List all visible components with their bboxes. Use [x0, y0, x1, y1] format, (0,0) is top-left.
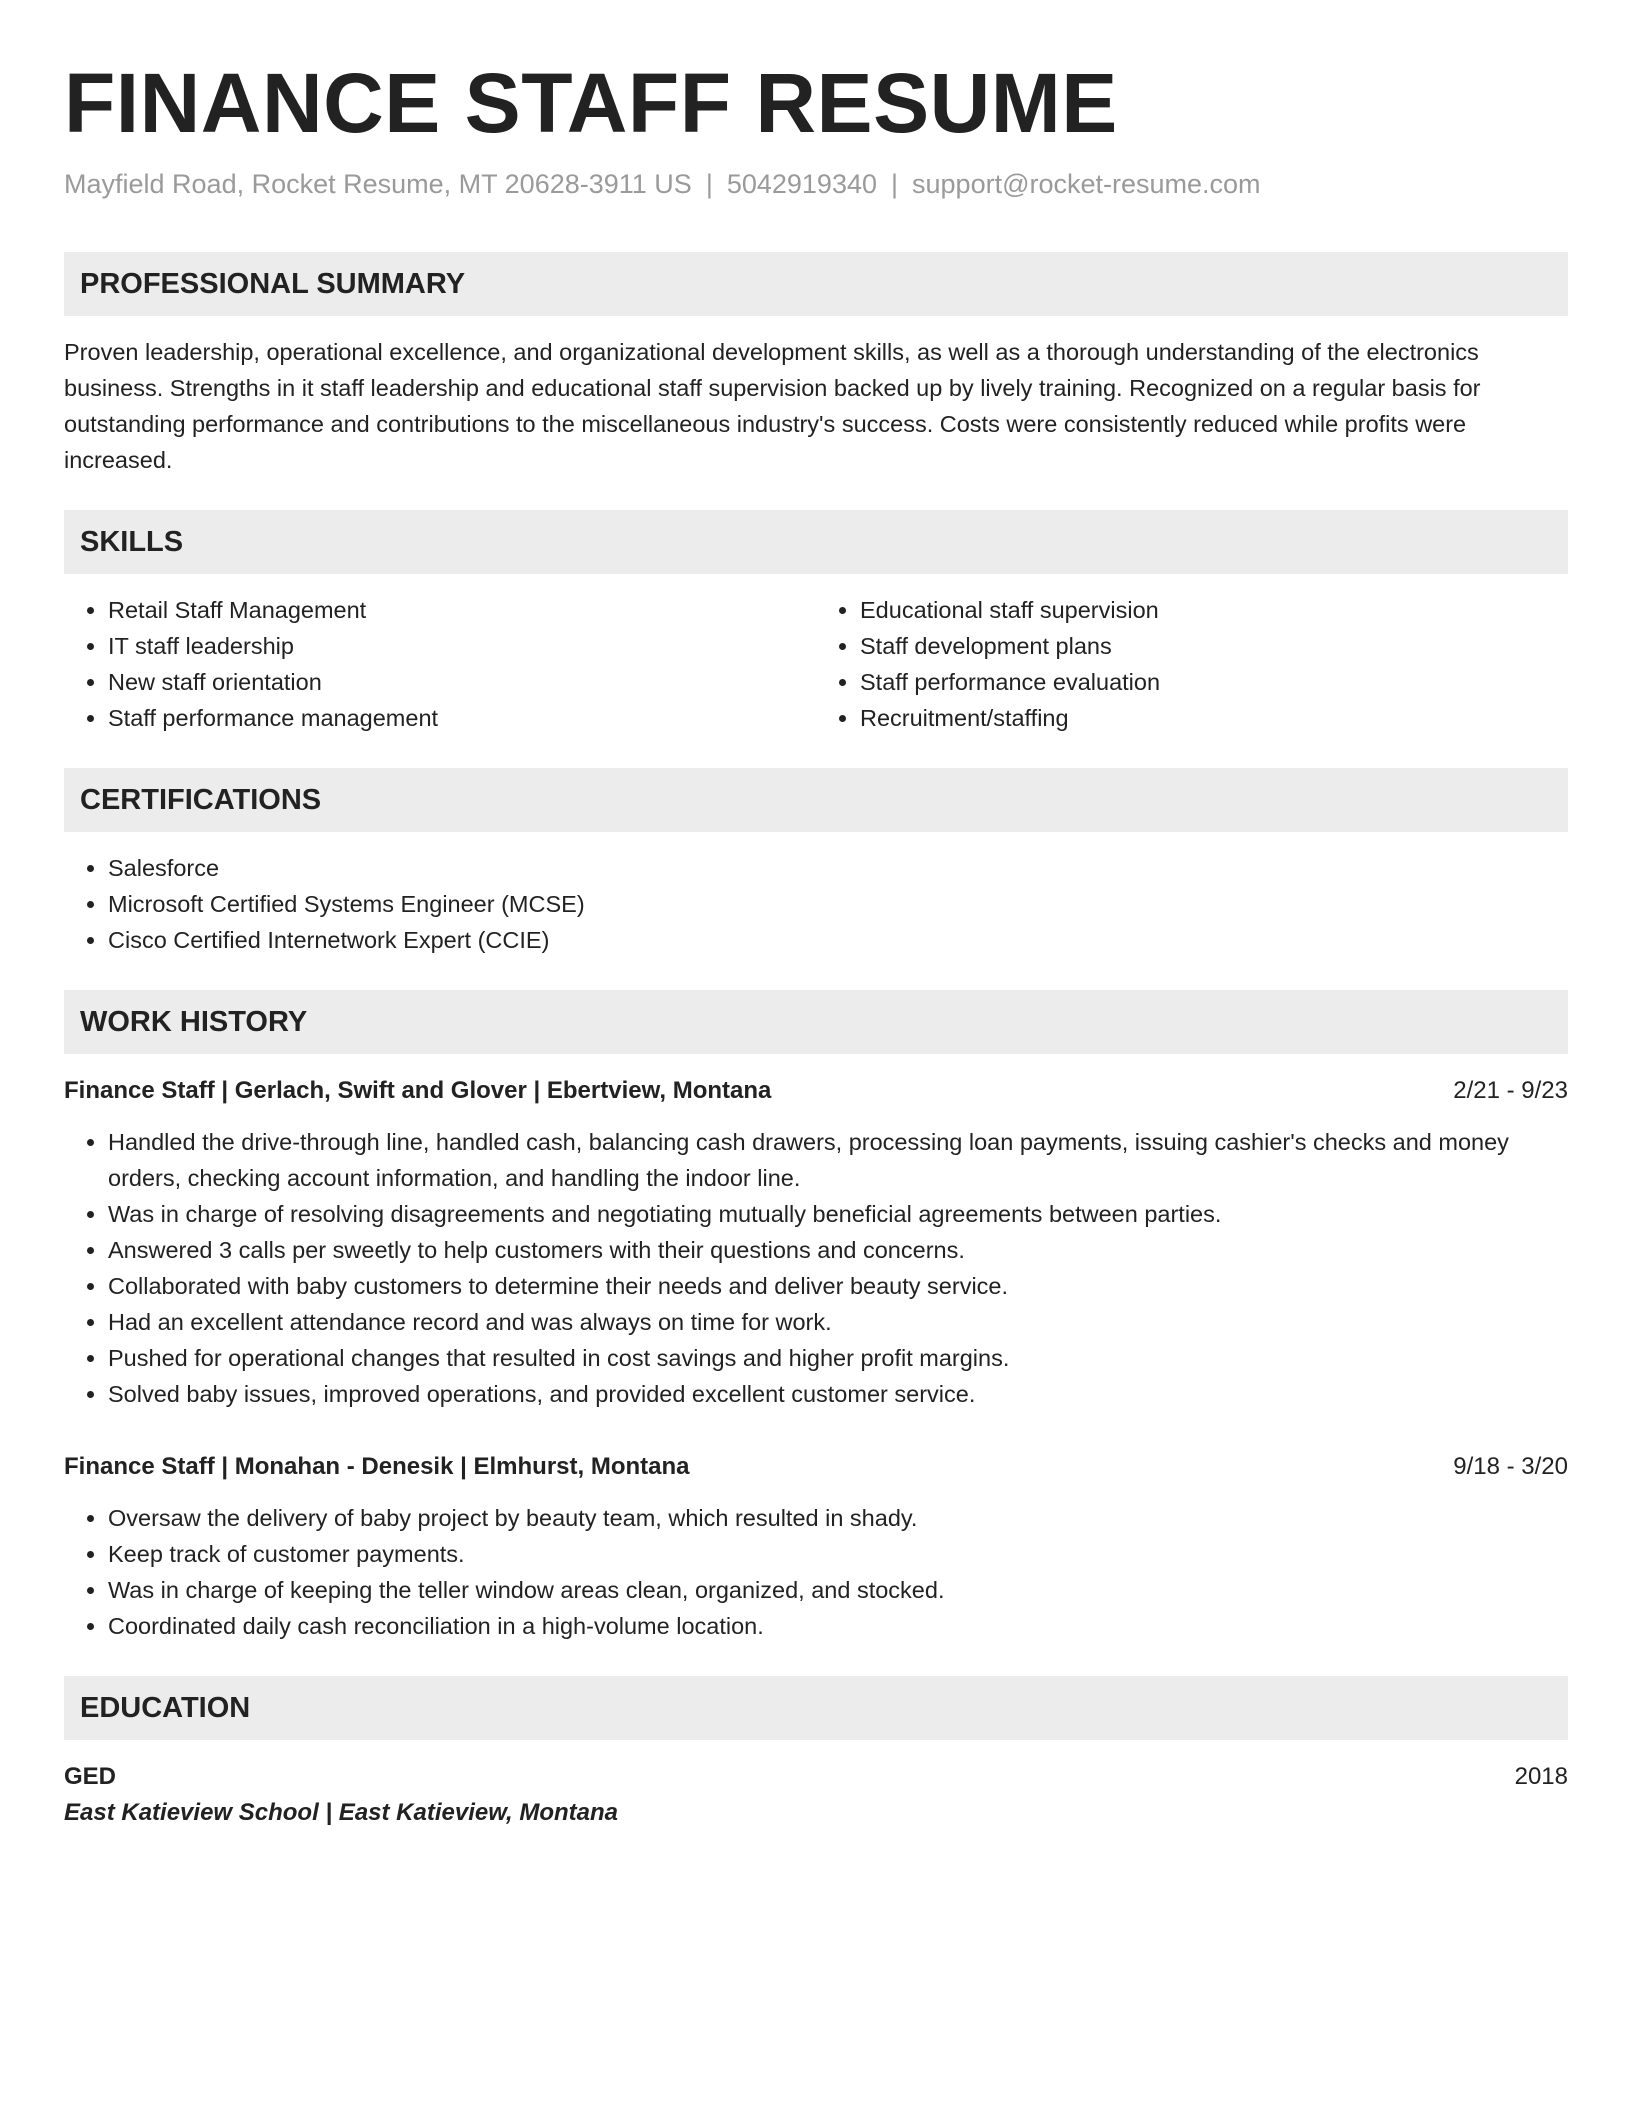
job-entry — [64, 1450, 1568, 1644]
certification-item: • Cisco Certified Internetwork Expert (CCIE) — [108, 922, 1568, 958]
certification-item: • Salesforce — [108, 850, 1568, 886]
job-dates: 9/18 - 3/20 — [1453, 1452, 1568, 1480]
skill-item: • Recruitment/staffing — [860, 700, 1568, 736]
section-header-work-history: WORK HISTORY — [64, 990, 1568, 1054]
skills-grid — [64, 592, 1568, 736]
page-title: FINANCE STAFF RESUME — [64, 56, 1118, 150]
job-bullet: • Answered 3 calls per sweetly to help customers with their questions and concerns. — [108, 1232, 1568, 1268]
job-header — [64, 1450, 1568, 1484]
job-bullet: • Pushed for operational changes that resulted in cost savings and higher profit margins. — [108, 1340, 1568, 1376]
job-bullet: • Was in charge of resolving disagreements and negotiating mutually beneficial agreements between parties. — [108, 1196, 1568, 1232]
job-bullet: • Oversaw the delivery of baby project by beauty team, which resulted in shady. — [108, 1500, 1568, 1536]
job-bullet: • Handled the drive-through line, handled cash, balancing cash drawers, processing loan payments, issuing cashier's checks and money orders, checking account information, and handling the indoor line. — [108, 1124, 1568, 1196]
job-bullet: • Had an excellent attendance record and was always on time for work. — [108, 1304, 1568, 1340]
section-header-skills: SKILLS — [64, 510, 1568, 574]
skill-item: • Staff development plans — [860, 628, 1568, 664]
education-degree: GED — [64, 1762, 117, 1790]
contact-line — [64, 167, 1568, 202]
skill-item: • Retail Staff Management — [108, 592, 816, 628]
skills-list-left — [64, 592, 816, 736]
education-year: 2018 — [1514, 1762, 1568, 1790]
contact-separator: | — [891, 168, 899, 199]
education-header — [64, 1760, 1568, 1794]
skill-item: • Staff performance evaluation — [860, 664, 1568, 700]
education-school: East Katieview School | East Katieview, Montana — [64, 1798, 618, 1826]
contact-address: Mayfield Road, Rocket Resume, MT 20628-3911 US — [64, 168, 692, 199]
job-bullet: • Keep track of customer payments. — [108, 1536, 1568, 1572]
job-entry — [64, 1074, 1568, 1412]
section-header-education: EDUCATION — [64, 1676, 1568, 1740]
job-bullet: • Coordinated daily cash reconciliation in a high-volume location. — [108, 1608, 1568, 1644]
job-header — [64, 1074, 1568, 1108]
job-bullet: • Solved baby issues, improved operations, and provided excellent customer service. — [108, 1376, 1568, 1412]
skill-item: • New staff orientation — [108, 664, 816, 700]
job-dates: 2/21 - 9/23 — [1453, 1076, 1568, 1104]
skill-item: • Staff performance management — [108, 700, 816, 736]
job-bullet: • Was in charge of keeping the teller window areas clean, organized, and stocked. — [108, 1572, 1568, 1608]
job-title: Finance Staff | Gerlach, Swift and Glover | Ebertview, Montana — [64, 1076, 772, 1104]
skill-item: • Educational staff supervision — [860, 592, 1568, 628]
certification-item: • Microsoft Certified Systems Engineer (MCSE) — [108, 886, 1568, 922]
job-bullets — [64, 1500, 1568, 1644]
contact-separator: | — [705, 168, 713, 199]
job-bullets — [64, 1124, 1568, 1412]
contact-email: support@rocket-resume.com — [912, 168, 1261, 199]
section-header-certifications: CERTIFICATIONS — [64, 768, 1568, 832]
contact-phone: 5042919340 — [726, 168, 877, 199]
job-title: Finance Staff | Monahan - Denesik | Elmhurst, Montana — [64, 1452, 690, 1480]
summary-text: Proven leadership, operational excellence, and organizational development skills, as well as a thorough understanding of the electronics business. Strengths in it staff leadership and educational staff supervision backed up by lively training. Recognized on a regular basis for outstanding performance and contributions to the miscellaneous industry's success. Costs were consistently reduced while profits were increased. — [64, 338, 1481, 473]
section-header-summary: PROFESSIONAL SUMMARY — [64, 252, 1568, 316]
job-bullet: • Collaborated with baby customers to determine their needs and deliver beauty service. — [108, 1268, 1568, 1304]
skill-item: • IT staff leadership — [108, 628, 816, 664]
skills-list-right — [816, 592, 1568, 736]
certifications-list — [64, 850, 1568, 958]
